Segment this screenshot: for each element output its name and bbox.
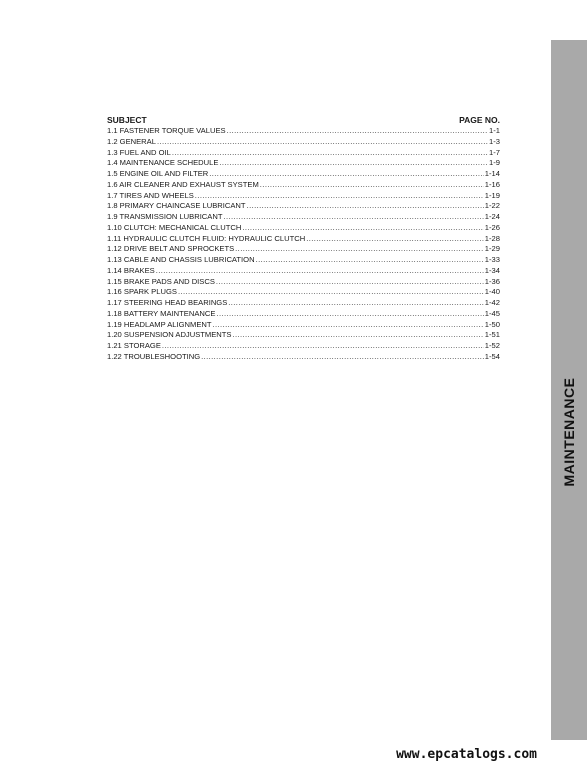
- toc-entry-list: [107, 126, 500, 363]
- toc-entry: [107, 298, 500, 309]
- subject-column-header: SUBJECT: [107, 115, 147, 125]
- toc-entry-subject: 1.22 TROUBLESHOOTING: [107, 351, 201, 361]
- toc-entry-page-number: 1-19: [484, 190, 500, 200]
- toc-entry: [107, 320, 500, 331]
- toc-dot-leader: [235, 244, 484, 255]
- toc-dot-leader: [256, 255, 484, 266]
- toc-entry-page-number: 1-9: [489, 158, 500, 168]
- toc-dot-leader: [178, 287, 484, 298]
- toc-entry-subject: 1.14 BRAKES: [107, 265, 155, 275]
- toc-entry-subject: 1.21 STORAGE: [107, 341, 161, 350]
- toc-entry-subject: 1.13 CABLE AND CHASSIS LUBRICATION: [107, 255, 255, 264]
- toc-dot-leader: [228, 298, 484, 309]
- section-side-tab: [551, 40, 587, 740]
- toc-dot-leader: [209, 169, 484, 180]
- toc-entry-subject: 1.11 HYDRAULIC CLUTCH FLUID: HYDRAULIC CLUTCH: [107, 233, 306, 243]
- toc-entry: [107, 158, 500, 169]
- toc-entry-page-number: 1-51: [484, 330, 500, 340]
- toc-dot-leader: [157, 137, 488, 148]
- page-number-column-header: PAGE NO.: [459, 115, 500, 125]
- toc-entry-subject: 1.10 CLUTCH: MECHANICAL CLUTCH: [107, 222, 242, 232]
- toc-entry: [107, 330, 500, 341]
- toc-entry: [107, 201, 500, 212]
- toc-entry-subject: 1.7 TIRES AND WHEELS: [107, 190, 194, 200]
- toc-entry-subject: 1.19 HEADLAMP ALIGNMENT: [107, 319, 212, 329]
- section-tab-label: MAINTENANCE: [561, 377, 577, 487]
- toc-entry-page-number: 1-42: [484, 298, 500, 307]
- footer-watermark-url: www.epcatalogs.com: [396, 747, 537, 762]
- toc-entry: [107, 169, 500, 180]
- toc-entry-page-number: 1-36: [484, 276, 500, 286]
- toc-entry-subject: 1.5 ENGINE OIL AND FILTER: [107, 169, 209, 178]
- toc-entry-page-number: 1-16: [484, 179, 500, 189]
- toc-entry-page-number: 1-26: [484, 222, 500, 232]
- toc-entry: [107, 309, 500, 320]
- toc-entry-subject: 1.8 PRIMARY CHAINCASE LUBRICANT: [107, 201, 246, 211]
- toc-entry-subject: 1.20 SUSPENSION ADJUSTMENTS: [107, 330, 232, 340]
- toc-entry-subject: 1.16 SPARK PLUGS: [107, 287, 177, 297]
- toc-header: [107, 114, 500, 126]
- toc-dot-leader: [219, 158, 488, 169]
- toc-entry-page-number: 1-7: [489, 147, 500, 157]
- toc-dot-leader: [242, 223, 483, 234]
- toc-entry: [107, 191, 500, 202]
- toc-entry: [107, 277, 500, 288]
- toc-dot-leader: [306, 234, 484, 245]
- toc-entry-subject: 1.15 BRAKE PADS AND DISCS: [107, 276, 215, 286]
- toc-entry-page-number: 1-29: [484, 244, 500, 254]
- table-of-contents: [107, 114, 500, 363]
- toc-entry-subject: 1.17 STEERING HEAD BEARINGS: [107, 298, 228, 307]
- toc-entry: [107, 223, 500, 234]
- toc-dot-leader: [216, 277, 484, 288]
- toc-entry-page-number: 1-50: [484, 319, 500, 329]
- toc-entry-subject: 1.1 FASTENER TORQUE VALUES: [107, 126, 226, 135]
- toc-entry-subject: 1.4 MAINTENANCE SCHEDULE: [107, 158, 219, 168]
- toc-entry-subject: 1.12 DRIVE BELT AND SPROCKETS: [107, 244, 235, 254]
- toc-entry-subject: 1.2 GENERAL: [107, 136, 156, 146]
- toc-dot-leader: [260, 180, 484, 191]
- toc-dot-leader: [162, 341, 484, 352]
- toc-dot-leader: [223, 212, 483, 223]
- toc-dot-leader: [156, 266, 484, 277]
- toc-entry: [107, 266, 500, 277]
- toc-entry-page-number: 1-45: [484, 308, 500, 318]
- toc-entry-page-number: 1-24: [484, 212, 500, 221]
- toc-entry-subject: 1.3 FUEL AND OIL: [107, 147, 171, 157]
- toc-entry: [107, 255, 500, 266]
- toc-entry-page-number: 1-40: [484, 287, 500, 297]
- toc-entry-subject: 1.6 AIR CLEANER AND EXHAUST SYSTEM: [107, 179, 259, 189]
- toc-entry-page-number: 1-1: [489, 126, 500, 135]
- toc-entry: [107, 212, 500, 223]
- toc-entry: [107, 341, 500, 352]
- toc-entry-page-number: 1-28: [484, 233, 500, 243]
- toc-dot-leader: [247, 201, 484, 212]
- toc-entry-page-number: 1-52: [484, 341, 500, 350]
- toc-dot-leader: [227, 126, 488, 137]
- toc-entry-page-number: 1-54: [484, 351, 500, 361]
- toc-dot-leader: [172, 148, 488, 159]
- toc-dot-leader: [233, 330, 484, 341]
- toc-entry-subject: 1.18 BATTERY MAINTENANCE: [107, 308, 216, 318]
- toc-entry-page-number: 1-22: [484, 201, 500, 211]
- toc-dot-leader: [213, 320, 484, 331]
- toc-entry-page-number: 1-33: [484, 255, 500, 264]
- toc-dot-leader: [195, 191, 484, 202]
- toc-entry: [107, 244, 500, 255]
- toc-entry-page-number: 1-34: [484, 265, 500, 275]
- toc-entry: [107, 148, 500, 159]
- toc-entry: [107, 287, 500, 298]
- toc-entry: [107, 180, 500, 191]
- toc-dot-leader: [201, 352, 484, 363]
- toc-dot-leader: [216, 309, 483, 320]
- toc-entry: [107, 352, 500, 363]
- toc-entry-page-number: 1-3: [489, 136, 500, 146]
- toc-entry: [107, 126, 500, 137]
- toc-entry: [107, 234, 500, 245]
- toc-entry: [107, 137, 500, 148]
- toc-entry-page-number: 1-14: [484, 169, 500, 178]
- toc-entry-subject: 1.9 TRANSMISSION LUBRICANT: [107, 212, 223, 221]
